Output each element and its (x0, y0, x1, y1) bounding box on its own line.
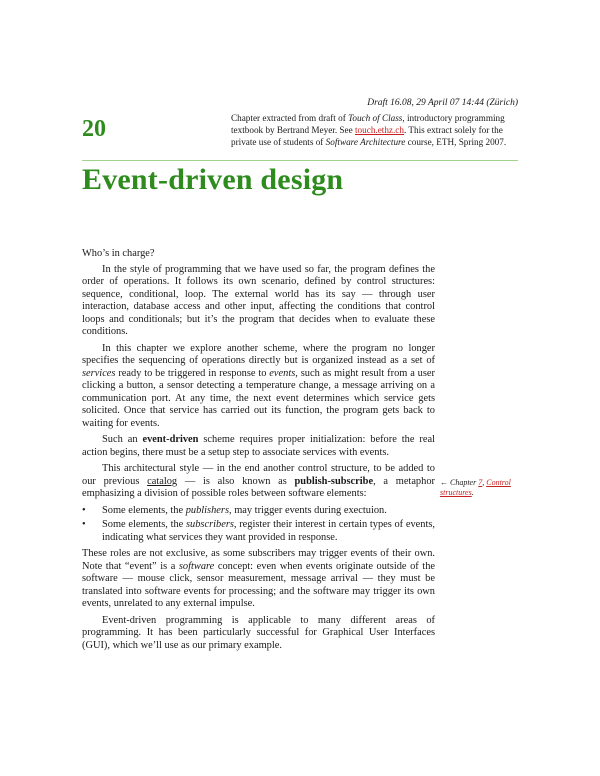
p3-text-a: Such an (102, 434, 143, 445)
bullet-icon: • (82, 519, 86, 530)
term-event-driven: event-driven (142, 434, 199, 445)
p2-text-a: In this chapter we explore another scheme, where the program no longer specifies the sequencing of operations directly but is organized instead as a set of (82, 342, 435, 366)
draft-stamp: Draft 16.08, 29 April 07 14:44 (Zürich) (367, 98, 518, 108)
roles-list (82, 505, 435, 545)
extract-text-3: . This extract solely for the private use of students of (231, 125, 503, 147)
term-subscribers: subscribers (186, 519, 234, 530)
margin-note-end: . (471, 488, 474, 497)
chapter-body (82, 248, 435, 656)
paragraph-2 (82, 343, 435, 431)
margin-note-text: Chapter (448, 478, 479, 487)
extract-text-2: , introductory programming textbook by Bertrand Meyer. See (231, 113, 505, 135)
paragraph-3 (82, 434, 435, 459)
p2-text-c: , such as might result from a user clicking a button, a sensor detecting a temperature change, a message arriving on a communication port. At any time, the next event determines which service gets solicited. Once that service has carried out its function, the program gets back to waiting for events. (82, 367, 435, 429)
margin-note (440, 478, 520, 498)
extract-notice (231, 112, 521, 148)
paragraph-6: Event-driven programming is applicable to many different areas of programming. It has been particularly successful for Graphical User Interfaces (GUI), which we’ll use as our primary example. (82, 614, 435, 651)
p4-text-c: , a metaphor emphasizing a division of possible roles between software elements: (82, 475, 435, 499)
touch-link[interactable]: touch.ethz.ch (355, 125, 404, 135)
extract-text-4: course, ETH, Spring 2007. (405, 137, 507, 147)
book-title: Touch of Class (348, 113, 403, 123)
term-publishers: publishers (185, 504, 229, 516)
p2-text-b: ready to be triggered in response to (115, 367, 270, 379)
chapter-title: Event-driven design (82, 163, 344, 196)
list-item (82, 519, 435, 544)
control-structures-link[interactable]: Control structures (440, 478, 511, 497)
p5-text-b: concept: even when events originate outside of the software — mouse click, sensor measurement, message arrival — they must be translated into software events for processing; and the software may trigger its own events, unrelated to any external impulse. (82, 560, 435, 609)
bullet-2-text-a: Some elements, the (102, 519, 186, 530)
paragraph-5 (82, 548, 435, 611)
chapter-number: 20 (82, 116, 106, 142)
extract-text-1: Chapter extracted from draft of (231, 113, 349, 123)
term-publish-subscribe: publish-subscribe (294, 475, 374, 487)
course-title: Software Architecture (325, 137, 406, 147)
margin-note-sep: , (482, 478, 487, 487)
paragraph-4 (82, 463, 435, 501)
p4-text-a: This architectural style — in the end another control structure, to be added to our previous (82, 463, 435, 487)
left-arrow-icon: ← (440, 478, 448, 487)
p3-text-b: scheme requires proper initialization: before the real action begins, there must be a setup step to associate services with events. (82, 434, 435, 458)
bullet-2-text-b: , register their interest in certain types of events, indicating what services they want provided in response. (102, 519, 435, 543)
p4-text-b: — is also known as (177, 475, 295, 487)
bullet-1-text-a: Some elements, the (102, 504, 186, 516)
catalog-link[interactable]: catalog (147, 475, 178, 487)
chapter-7-link[interactable]: 7 (478, 478, 483, 487)
list-item (82, 505, 435, 518)
paragraph-1: In the style of programming that we have used so far, the program defines the order of operations. It follows its own scenario, defined by control structures: sequence, conditional, loop. The external world has its say — through user interaction, database access and other input, affecting the conditions that control loops and conditionals; but it’s the program that decides when to evaluate these conditions. (82, 263, 435, 337)
intro-question: Who’s in charge? (82, 248, 155, 259)
term-events: events (269, 367, 296, 379)
bullet-icon: • (82, 504, 86, 516)
header-rule (82, 160, 518, 161)
bullet-1-text-b: , may trigger events during exectuion. (229, 504, 387, 516)
p5-text-a: These roles are not exclusive, as some subscribers may trigger events of their own. Note that “event” is a (82, 548, 435, 572)
term-services: services (82, 367, 116, 379)
term-software: software (178, 560, 215, 572)
